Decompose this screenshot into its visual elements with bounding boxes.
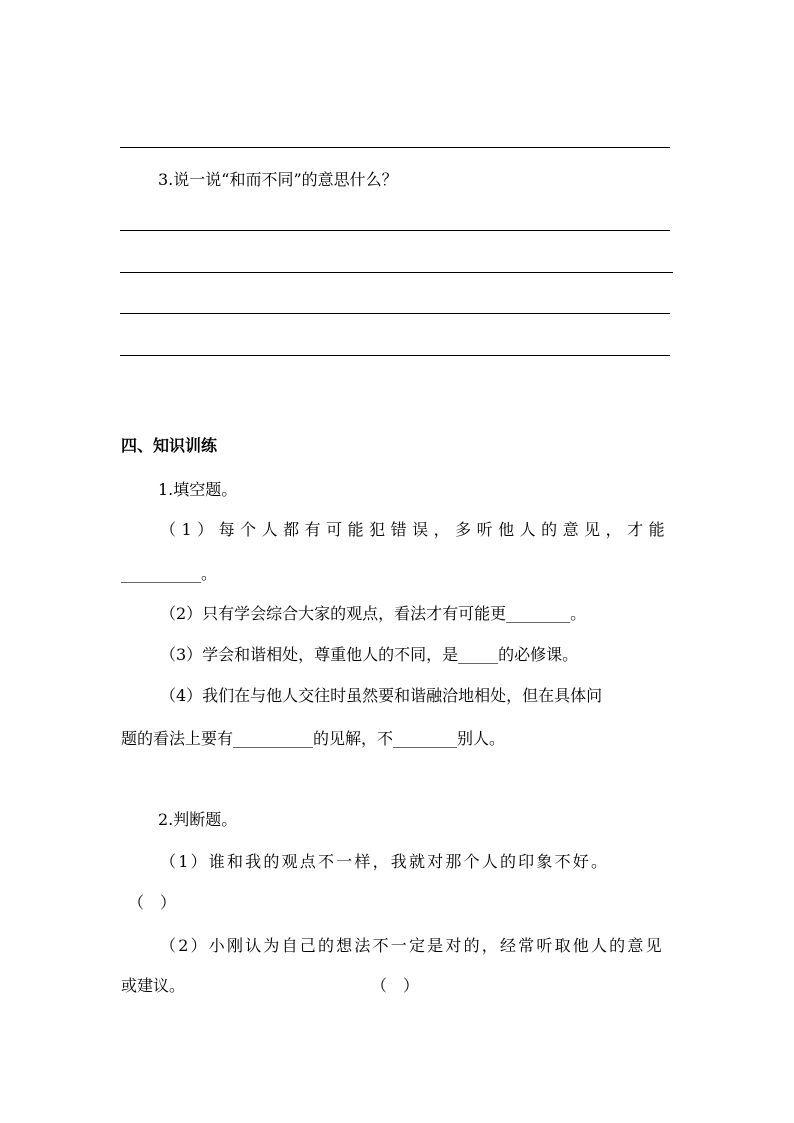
answer-line[interactable] [120,272,673,273]
judge-title: 2.判断题。 [158,810,238,829]
fill-blank-q4-line1: （4）我们在与他人交往时虽然要和谐融洽地相处，但在具体问 [160,686,603,705]
answer-line[interactable] [120,355,670,356]
judge-q2-bracket[interactable]: （ ） [371,976,420,995]
fill-blank-title: 1.填空题。 [158,480,238,499]
answer-line[interactable] [120,313,670,314]
fill-blank-q4-line2: 题的看法上要有__________的见解，不________别人。 [121,729,506,748]
answer-line [120,147,670,148]
fill-blank-q3: （3）学会和谐相处，尊重他人的不同，是_____的必修课。 [160,645,579,664]
judge-q1-bracket[interactable]: （ ） [128,893,177,912]
fill-blank-q1-line1: （1）每个人都有可能犯错误，多听他人的意见，才能 [160,520,671,539]
question-3: 3.说一说“和而不同”的意思什么？ [158,170,398,189]
judge-q2-line2: 或建议。 [121,976,186,995]
judge-q1-line1: （1）谁和我的观点不一样，我就对那个人的印象不好。 [160,852,610,871]
fill-blank-q1-line2: __________。 [121,564,218,583]
fill-blank-q2: （2）只有学会综合大家的观点，看法才有可能更________。 [160,604,587,623]
answer-line[interactable] [120,230,670,231]
section-heading: 四、知识训练 [121,436,218,455]
judge-q2-line1: （2）小刚认为自己的想法不一定是对的，经常听取他人的意见 [160,936,664,955]
